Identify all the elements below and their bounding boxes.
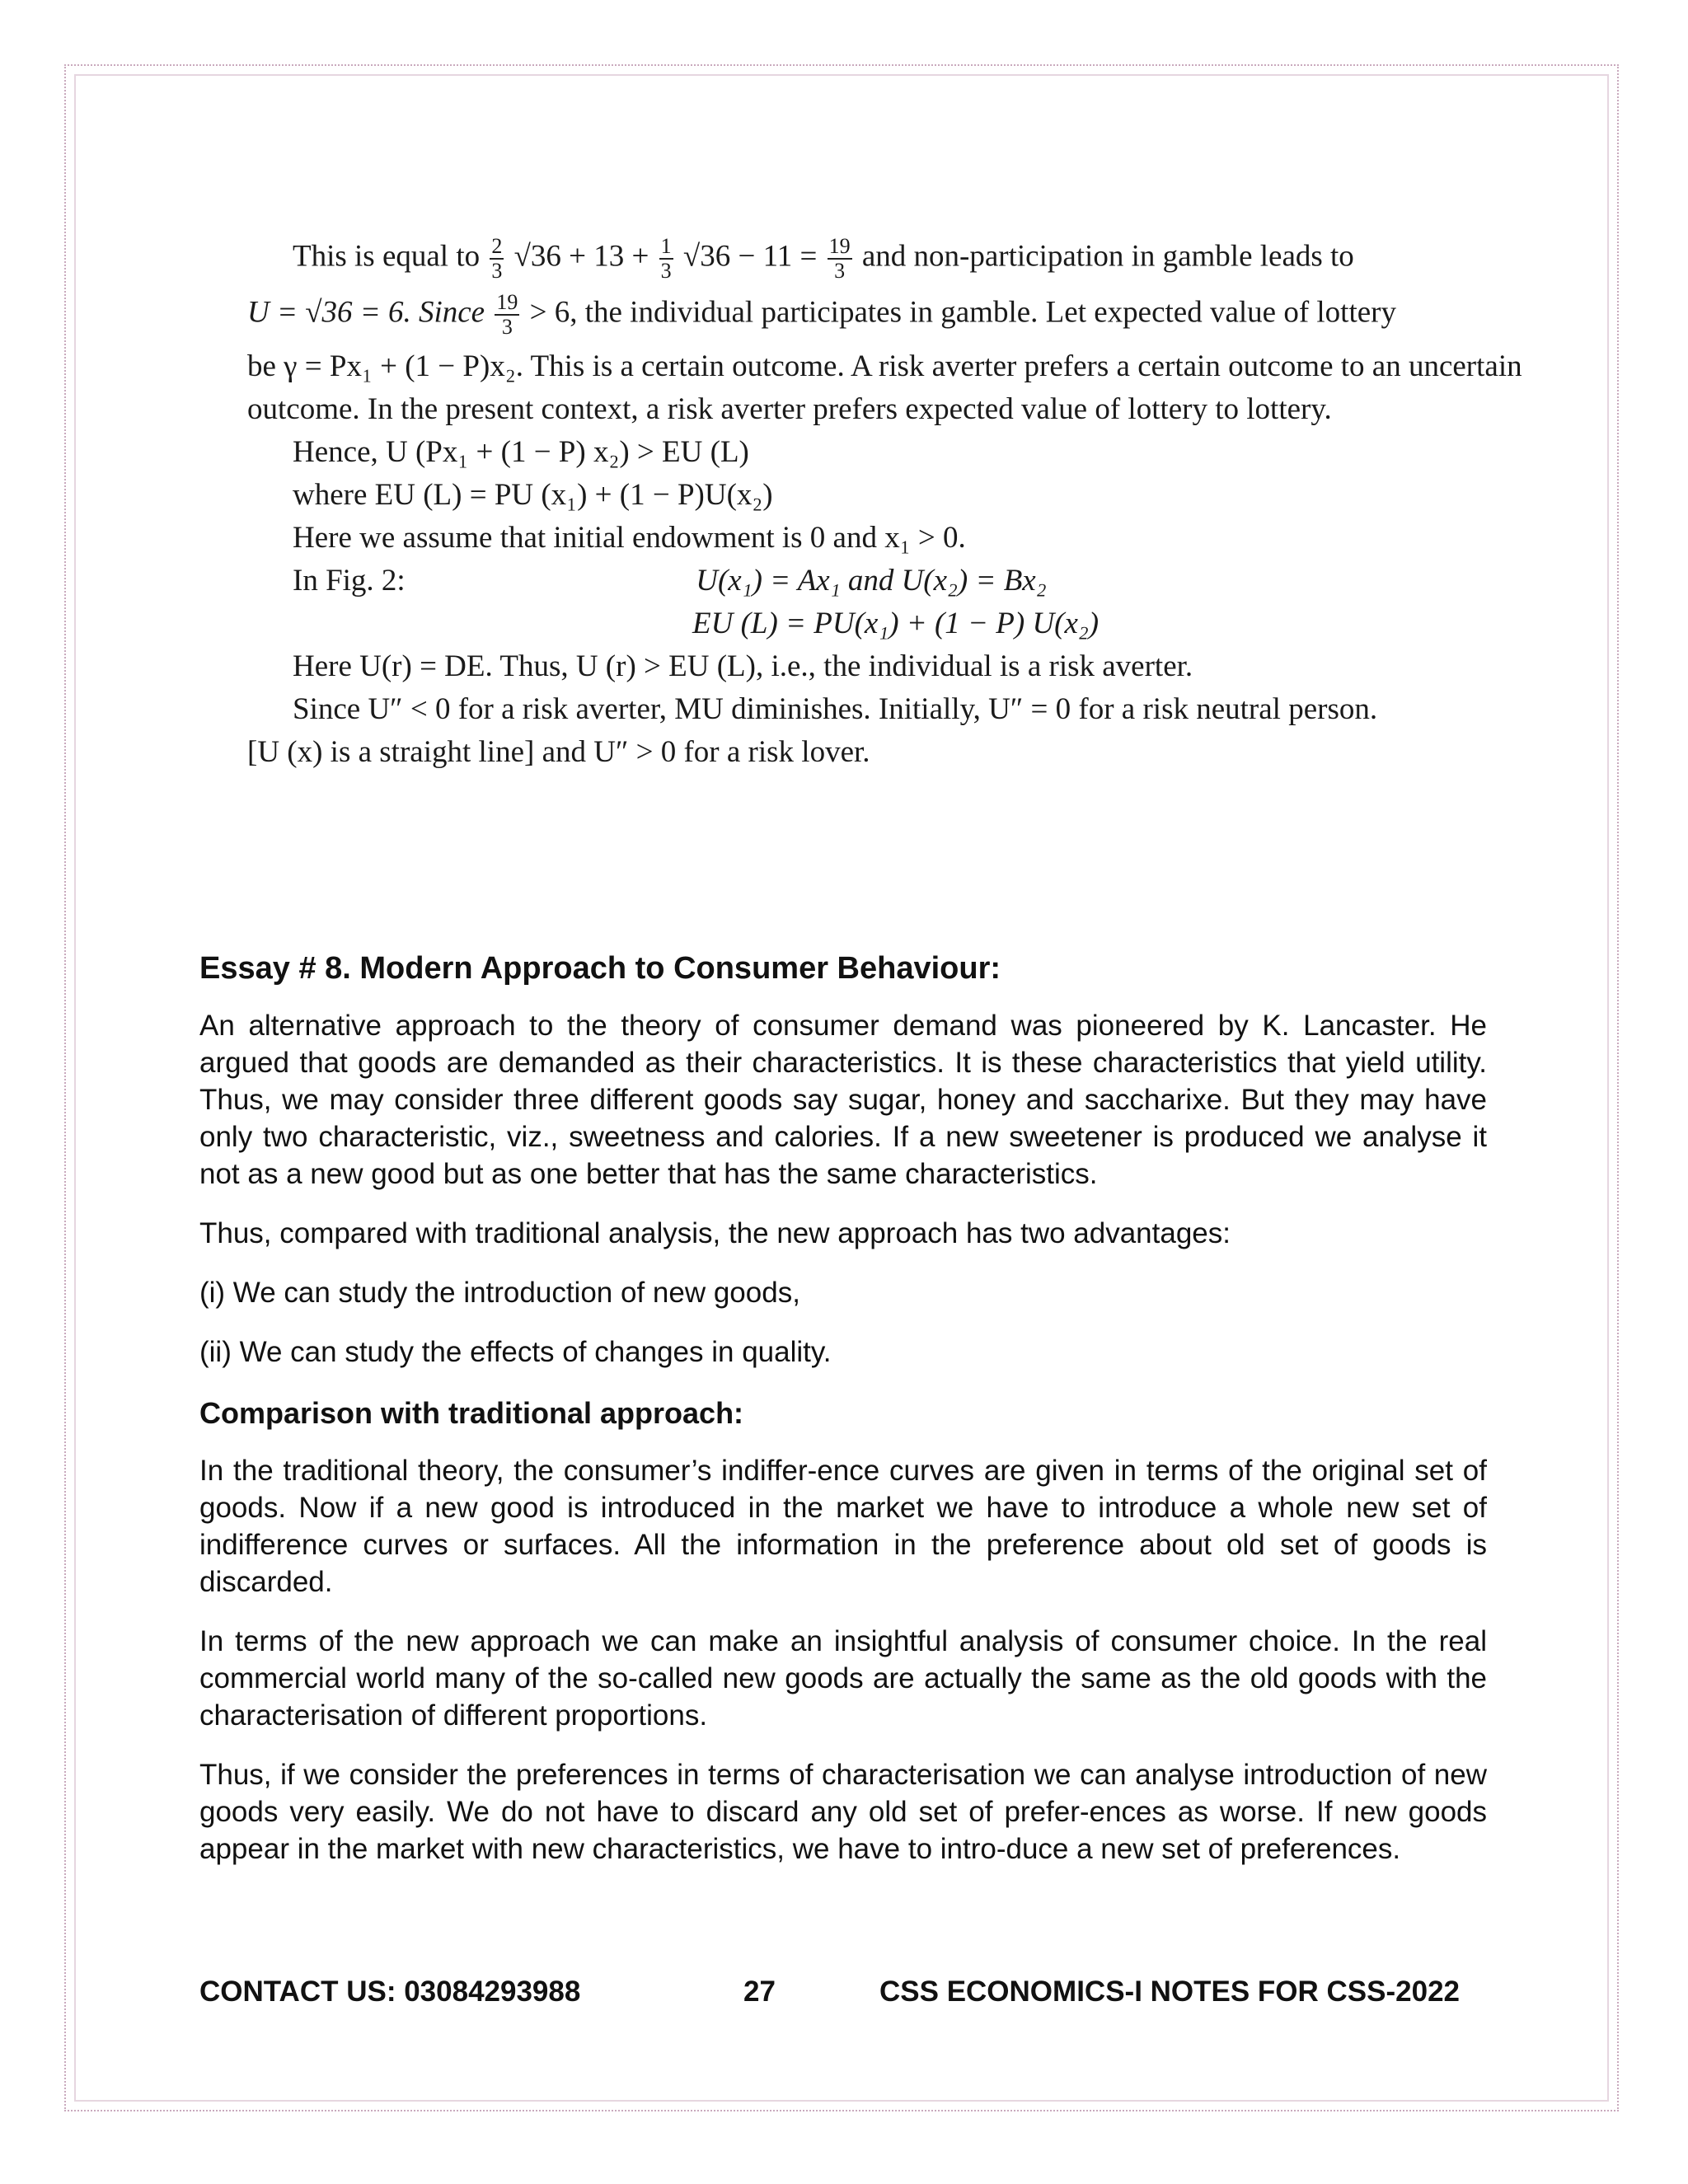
math-line-6: Here we assume that initial endowment is 0 and x₁ > 0. <box>293 521 966 555</box>
footer-contact: CONTACT US: 03084293988 <box>199 1975 581 2008</box>
fraction <box>490 235 504 283</box>
fraction-den: 3 <box>501 315 513 339</box>
math-line-10: Since U″ < 0 for a risk averter, MU diminishes. Initially, U″ = 0 for a risk neutral person. <box>293 692 1378 726</box>
section-heading: Comparison with traditional approach: <box>199 1396 744 1430</box>
math-text: U = √36 = 6. Since <box>247 295 485 330</box>
math-line-2 <box>247 291 1525 339</box>
math-line-11: [U (x) is a straight line] and U″ > 0 for a risk lover. <box>247 735 870 769</box>
math-text: > 6, the individual participates in gamble. Let expected value of lottery <box>529 295 1396 330</box>
math-text: √36 − 11 = <box>682 239 818 274</box>
paragraph-7: Thus, if we consider the preferences in terms of characterisation we can analyse introduction of new goods very easily. We do not have to discard any old set of prefer-ences as worse. If new goods appear in the market with new characteristics, we have to intro-duce a new set of preferences. <box>199 1759 1487 1865</box>
math-line-3: be γ = Px₁ + (1 − P)x₂. This is a certain outcome. A risk averter prefers a certain outcome to an uncertain outcome. In the present context, a risk averter prefers expected value of lottery to lottery. <box>247 349 1522 426</box>
page-number: 27 <box>743 1975 776 2008</box>
math-line-7 <box>247 560 1525 602</box>
paragraph-5: In the traditional theory, the consumer’s indiffer-ence curves are given in terms of the original set of goods. Now if a new good is introduced in the market we have to introduce a whole new set of indifference curves or surfaces. All the information in the preference about old set of goods is discarded. <box>199 1455 1487 1598</box>
fraction-den: 3 <box>660 259 672 283</box>
fraction <box>495 291 519 339</box>
math-text: and non-participation in gamble leads to <box>861 239 1354 274</box>
math-line-4: Hence, U (Px₁ + (1 − P) x₂) > EU (L) <box>293 435 749 469</box>
fraction-num: 1 <box>660 234 672 258</box>
math-text: In Fig. 2: <box>293 564 406 598</box>
math-line-1 <box>247 235 1525 283</box>
paragraph-3: (i) We can study the introduction of new goods, <box>199 1277 800 1309</box>
fraction <box>828 235 852 283</box>
fraction-num: 19 <box>828 234 851 258</box>
math-line-8: EU (L) = PU(x₁) + (1 − P) U(x₂) <box>692 607 1100 640</box>
fraction-num: 19 <box>496 290 518 314</box>
math-text: This is equal to <box>293 239 481 274</box>
footer-title: CSS ECONOMICS-I NOTES FOR CSS-2022 <box>879 1975 1461 2008</box>
main-content <box>199 948 1487 1890</box>
essay-heading: Essay # 8. Modern Approach to Consumer Behaviour: <box>199 951 1001 986</box>
fraction-num: 2 <box>491 234 503 258</box>
scanned-math-excerpt <box>247 235 1525 774</box>
fraction <box>659 235 673 283</box>
math-line-9: Here U(r) = DE. Thus, U (r) > EU (L), i.e., the individual is a risk averter. <box>293 649 1193 683</box>
math-text: √36 + 13 + <box>513 239 649 274</box>
paragraph-2: Thus, compared with traditional analysis, the new approach has two advantages: <box>199 1217 1231 1249</box>
paragraph-4: (ii) We can study the effects of changes in quality. <box>199 1336 832 1368</box>
fraction-den: 3 <box>834 259 846 283</box>
math-text: U(x₁) = Ax₁ and U(x₂) = Bx₂ <box>696 564 1047 598</box>
fraction-den: 3 <box>491 259 503 283</box>
math-line-5: where EU (L) = PU (x₁) + (1 − P)U(x₂) <box>293 478 773 512</box>
paragraph-1: An alternative approach to the theory of consumer demand was pioneered by K. Lancaster. He argued that goods are demanded as their characteristics. It is these characteristics that yield utility. Thus, we may consider three different goods say sugar, honey and saccharixe. But they may have only two characteristic, viz., sweetness and calories. If a new sweetener is produced we analyse it not as a new good but as one better that has the same characteristics. <box>199 1010 1487 1190</box>
paragraph-6: In terms of the new approach we can make an insightful analysis of consumer choice. In the real commercial world many of the so-called new goods are actually the same as the old goods with the characterisation of different proportions. <box>199 1625 1487 1732</box>
